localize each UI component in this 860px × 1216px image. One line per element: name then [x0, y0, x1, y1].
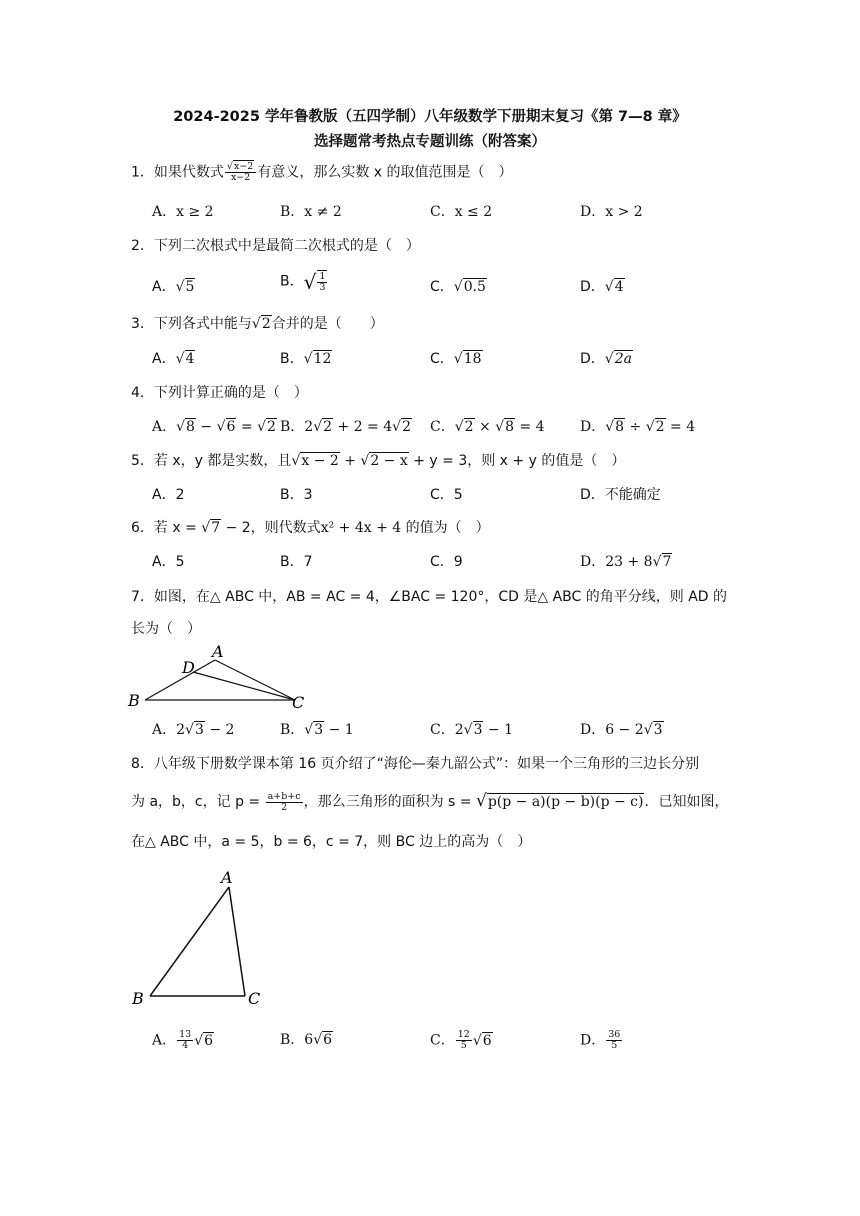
label-c: C	[292, 693, 305, 712]
segment-cd	[193, 672, 295, 700]
label-d: D	[182, 658, 195, 677]
question-8: 8．八年级下册数学课本第 16 页介绍了“海伦—秦九韶公式”：如果一个三角形的三边长分别	[131, 756, 700, 772]
question-number: 4．	[131, 385, 154, 401]
segment-ba	[150, 887, 229, 996]
label-b: B	[128, 691, 140, 710]
option-c[interactable]: C．x ≤ 2	[430, 204, 493, 220]
question-number: 7．	[131, 589, 154, 605]
question-4: 4．下列计算正确的是（ ）	[131, 385, 308, 401]
question-number: 1．	[131, 164, 154, 181]
option-c[interactable]: C．√2 × √8 = 4	[430, 419, 545, 435]
option-c[interactable]: C．2√3 − 1	[430, 722, 514, 738]
option-a[interactable]: A．√5	[152, 279, 195, 295]
option-a[interactable]: A．5	[152, 554, 185, 570]
fraction: $\frac{√x-2}{x-2}$	[225, 162, 256, 183]
option-a[interactable]: A．√4	[152, 351, 195, 367]
segment-ac	[215, 660, 295, 700]
document-title-line2: 选择题常考热点专题训练（附答案）	[314, 134, 546, 150]
option-d[interactable]: D．√2a	[580, 351, 632, 367]
question-number: 8．	[131, 756, 154, 772]
label-a: A	[221, 868, 233, 887]
square-root: √x−2	[226, 161, 254, 172]
option-a[interactable]: A．√8 − √6 = √2	[152, 419, 276, 435]
question-number: 3．	[131, 316, 154, 332]
option-d[interactable]: D．x > 2	[580, 204, 643, 220]
option-b[interactable]: B．7	[280, 554, 313, 570]
option-c[interactable]: C．9	[430, 554, 463, 570]
option-d[interactable]: D．√8 ÷ √2 = 4	[580, 419, 696, 435]
option-b[interactable]: B．√ $\frac{1}{3}$	[280, 269, 326, 294]
triangle-figure-q7	[125, 642, 325, 714]
question-7: 7．如图，在△ ABC 中，AB = AC = 4，∠BAC = 120°，CD 是△ ABC 的角平分线，则 AD 的	[131, 589, 728, 605]
question-number: 5．	[131, 453, 154, 469]
option-c[interactable]: C．5	[430, 487, 463, 503]
option-a[interactable]: A．x ≥ 2	[152, 204, 214, 220]
question-text: 下列二次根式中是最简二次根式的是（ ）	[153, 238, 420, 254]
triangle-figure-q8	[125, 862, 275, 1012]
option-b[interactable]: B．x ≠ 2	[280, 204, 342, 220]
option-b[interactable]: B．3	[280, 487, 313, 503]
label-a: A	[212, 642, 224, 661]
option-b[interactable]: B．2√2 + 2 = 4√2	[280, 419, 411, 435]
label-b: B	[132, 989, 144, 1008]
option-d[interactable]: D．6 − 2√3	[580, 722, 663, 738]
question-number: 6．	[131, 520, 154, 536]
segment-ac	[229, 887, 245, 996]
option-b[interactable]: B．6√6	[280, 1032, 333, 1048]
option-d[interactable]: D．不能确定	[580, 487, 661, 503]
option-d[interactable]: D．23 + 8√7	[580, 554, 672, 570]
question-7-line2: 长为（ ）	[131, 621, 201, 637]
question-6: 6．若 x = √7 − 2，则代数式x² + 4x + 4 的值为（ ）	[131, 520, 490, 536]
document-title-line1: 2024-2025 学年鲁教版（五四学制）八年级数学下册期末复习《第 7—8 章》	[173, 109, 687, 125]
option-b[interactable]: B．√12	[280, 351, 332, 367]
option-c[interactable]: C．√0.5	[430, 279, 486, 295]
option-a[interactable]: A．2√3 − 2	[152, 722, 235, 738]
question-3: 3．下列各式中能与√2合并的是（ ）	[131, 316, 384, 332]
option-d[interactable]: D．√4	[580, 279, 624, 295]
question-number: 2．	[131, 238, 154, 254]
square-root: √2	[251, 316, 271, 332]
question-text: 如果代数式	[153, 164, 224, 181]
question-2	[131, 236, 741, 256]
option-d[interactable]: D． $\frac{36}{5}$	[580, 1029, 621, 1051]
segment-ba	[145, 660, 215, 700]
question-5: 5．若 x，y 都是实数，且√x − 2 + √2 − x + y = 3，则 x + y 的值是（ ）	[131, 453, 626, 469]
question-text: 有意义，那么实数 x 的取值范围是（ ）	[257, 164, 513, 181]
question-8-line2: 为 a，b，c，记 p = $\frac{a+b+c}{2}$ ，那么三角形的面积为 s = √p(p − a)(p − b)(p − c)．已知如图，	[131, 790, 729, 813]
option-c[interactable]: C．√18	[430, 351, 482, 367]
option-c[interactable]: C． $\frac{12}{5}$ √6	[430, 1029, 492, 1051]
label-c: C	[248, 989, 261, 1008]
option-b[interactable]: B．√3 − 1	[280, 722, 354, 738]
option-a[interactable]: A．2	[152, 487, 185, 503]
option-a[interactable]: A． $\frac{13}{4}$ √6	[152, 1029, 214, 1051]
question-8-line3: 在△ ABC 中，a = 5，b = 6，c = 7，则 BC 边上的高为（ ）	[131, 834, 532, 850]
question-1	[131, 162, 741, 183]
